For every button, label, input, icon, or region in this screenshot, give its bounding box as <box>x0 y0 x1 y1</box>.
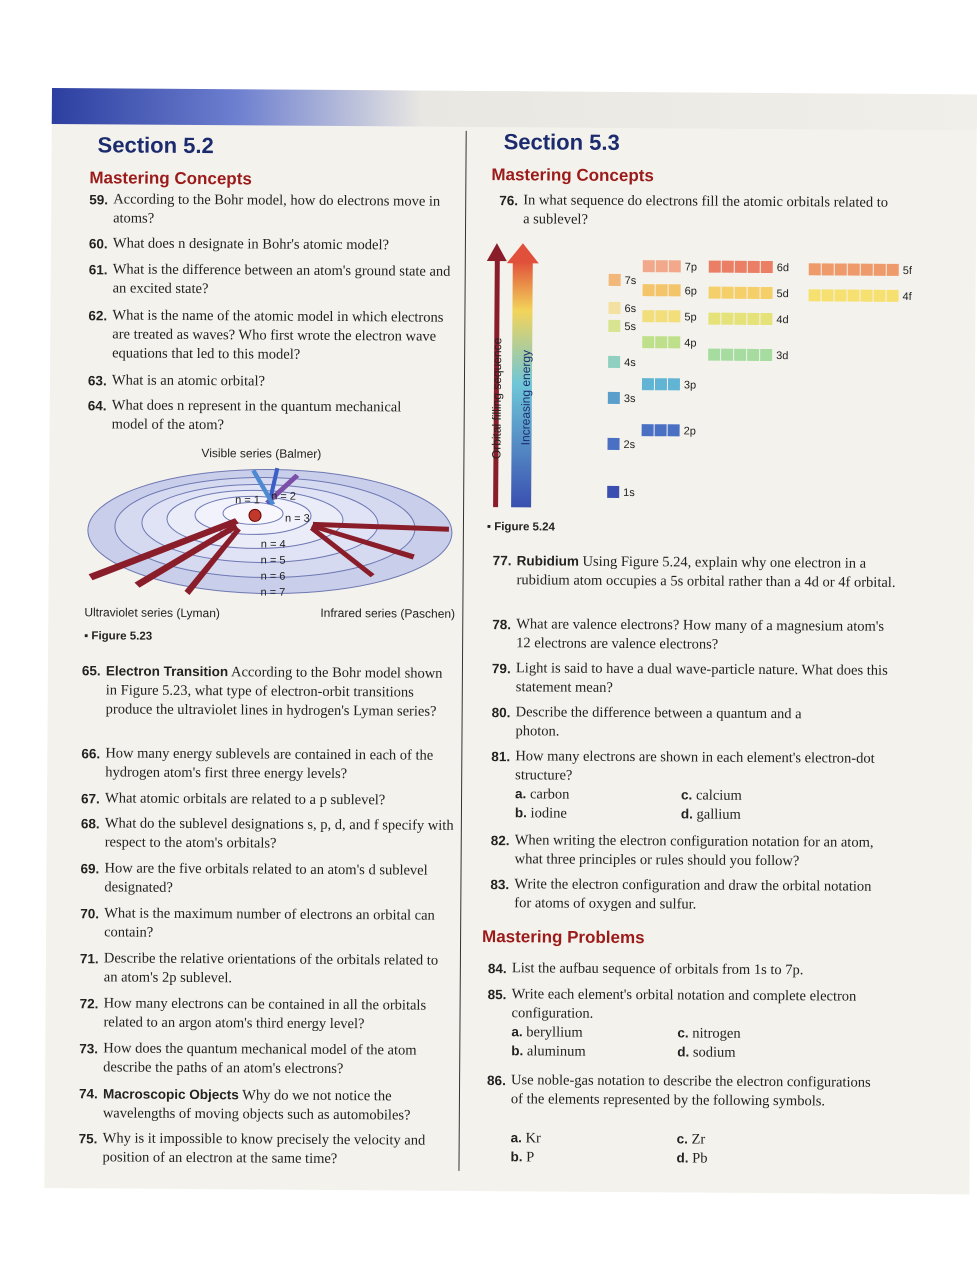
question-keyword: Electron Transition <box>105 663 229 680</box>
option-letter: a. <box>515 786 527 802</box>
orbital-box <box>848 290 860 302</box>
option-text: Zr <box>691 1131 706 1148</box>
question-text: How many electrons can be contained in all the orbitals related to an argon atom's third energy level? <box>103 995 427 1033</box>
question-number: 70. <box>80 906 100 922</box>
question-text: Why is it impossible to know precisely the velocity and position of an electron at the same time? <box>102 1130 426 1168</box>
orbital-box <box>668 424 680 436</box>
section-title-5-2: Section 5.2 <box>97 132 214 159</box>
orbital-box <box>861 290 873 302</box>
orbital-box <box>609 274 621 286</box>
orbital-box <box>722 287 734 299</box>
orbital-label: 5d <box>776 288 789 301</box>
option-81c <box>681 787 742 804</box>
option-letter: d. <box>677 1044 690 1060</box>
orbital-6d <box>709 261 789 275</box>
question-77 <box>492 551 897 593</box>
orbital-box <box>735 287 747 299</box>
bohr-model-diagram <box>84 462 455 605</box>
question-text: What does n designate in Bohr's atomic model? <box>112 235 389 254</box>
orbital-label: 3p <box>683 379 697 392</box>
level-label: n = 2 <box>271 490 296 503</box>
question-text: How many electrons are shown in each element's electron-dot structure? <box>515 748 875 784</box>
section-title-5-3: Section 5.3 <box>503 129 620 155</box>
figure-caption-5-24: ▪ Figure 5.24 <box>486 521 555 534</box>
orbital-label: 3s <box>623 392 636 406</box>
question-number: 63. <box>87 373 107 389</box>
orbital-box <box>861 264 873 276</box>
orbital-3p <box>642 378 696 391</box>
orbital-box <box>822 263 834 275</box>
question-63 <box>87 371 452 392</box>
question-number: 76. <box>499 193 519 209</box>
option-85b <box>511 1043 586 1061</box>
option-text: aluminum <box>526 1043 586 1060</box>
orbital-3d <box>708 349 788 363</box>
option-letter: c. <box>677 1025 689 1041</box>
question-number: 69. <box>80 861 100 877</box>
question-number: 84. <box>487 961 507 977</box>
orbital-box <box>642 378 654 390</box>
orbital-label: 4d <box>776 314 789 327</box>
orbital-box <box>835 263 847 275</box>
option-86a <box>511 1130 541 1147</box>
mastering-concepts-heading-left: Mastering Concepts <box>89 168 252 189</box>
orbital-box <box>642 336 654 348</box>
orbital-6p <box>643 284 697 297</box>
orbital-4d <box>708 313 788 327</box>
question-74 <box>78 1084 453 1125</box>
question-number: 86. <box>487 1073 506 1089</box>
orbital-box <box>722 261 734 273</box>
question-76 <box>499 191 893 232</box>
question-text: What do the sublevel designations s, p, d, and f specify with respect to the atom's orbitals? <box>104 815 454 852</box>
question-61 <box>88 260 453 300</box>
question-60 <box>88 234 453 255</box>
orbital-label: 5p <box>684 311 697 324</box>
orbital-box <box>887 290 899 302</box>
orbital-box <box>643 260 655 272</box>
ir-series-label: Infrared series (Paschen) <box>320 605 456 621</box>
orbital-box <box>643 284 655 296</box>
question-text: Describe the relative orientations of the orbitals related to an atom's 2p sublevel. <box>103 950 439 987</box>
question-text: Write each element's orbital notation and complete electron configuration. <box>511 986 857 1022</box>
question-82 <box>490 831 905 872</box>
option-text: P <box>526 1149 535 1166</box>
question-text: Using Figure 5.24, explain why one electron in a rubidium atom occupies a 5s orbital rather than a 4d or 4f orbital. <box>516 553 896 591</box>
question-keyword: Macroscopic Objects <box>102 1086 239 1103</box>
orbital-box <box>608 302 620 314</box>
question-86 <box>487 1071 871 1112</box>
orbital-label: 6d <box>776 262 790 275</box>
option-text: beryllium <box>526 1024 583 1041</box>
question-number: 73. <box>79 1041 99 1057</box>
orbital-box <box>734 349 746 361</box>
question-71 <box>79 949 454 989</box>
orbital-box <box>761 287 773 299</box>
question-text: What are valence electrons? How many of a magnesium atom's 12 electrons are valence electrons? <box>516 616 885 653</box>
orbital-label: 7p <box>684 261 698 274</box>
question-number: 67. <box>80 791 100 807</box>
option-letter: c. <box>676 1131 688 1147</box>
level-label: n = 6 <box>260 570 286 583</box>
question-70 <box>80 904 444 944</box>
orbital-label: 3d <box>776 350 789 363</box>
orbital-box <box>822 289 834 301</box>
orbital-box <box>607 438 619 450</box>
mastering-concepts-heading-right: Mastering Concepts <box>491 165 654 186</box>
question-83 <box>490 875 884 916</box>
orbital-7s <box>609 274 637 287</box>
question-84 <box>487 959 892 981</box>
orbital-label: 6p <box>684 285 697 298</box>
orbital-box <box>642 310 654 322</box>
orbital-box <box>809 289 821 301</box>
orbital-6s <box>608 302 636 315</box>
level-label: n = 7 <box>260 586 286 599</box>
question-number: 80. <box>491 705 511 721</box>
orbital-box <box>761 261 773 273</box>
option-letter: d. <box>680 806 693 822</box>
orbital-box <box>608 392 620 404</box>
question-number: 66. <box>81 746 101 762</box>
question-text: How many energy sublevels are contained in each of the hydrogen atom's first three energy levels? <box>105 745 434 783</box>
caption-text: Figure 5.24 <box>494 521 555 534</box>
orbital-box <box>608 356 620 368</box>
orbital-label: 6s <box>624 303 637 316</box>
option-text: iodine <box>530 805 567 822</box>
question-number: 60. <box>88 236 108 252</box>
orbital-label: 5s <box>624 321 637 334</box>
orbital-5d <box>709 287 789 301</box>
option-letter: b. <box>514 805 528 821</box>
option-text: gallium <box>696 806 741 823</box>
option-letter: d. <box>676 1150 689 1166</box>
question-78 <box>492 615 896 656</box>
question-text: According to the Bohr model, how do electrons move in atoms? <box>113 191 441 227</box>
orbital-2p <box>642 424 696 437</box>
question-73 <box>79 1039 453 1079</box>
question-text: When writing the electron configuration notation for an atom, what three principles or rules should you follow? <box>514 832 874 870</box>
question-number: 83. <box>490 877 510 893</box>
option-letter: a. <box>511 1024 523 1040</box>
orbital-box <box>655 378 667 390</box>
orbital-5s <box>608 320 636 333</box>
orbital-box <box>708 313 720 325</box>
question-66 <box>81 744 455 784</box>
orbital-7p <box>643 260 697 273</box>
option-text: calcium <box>695 787 742 804</box>
option-86d <box>676 1150 707 1167</box>
level-label: n = 5 <box>260 554 286 567</box>
question-85 <box>487 985 871 1026</box>
orbital-box <box>874 264 886 276</box>
orbital-box <box>721 313 733 325</box>
orbital-box <box>655 310 667 322</box>
orbital-label: 4s <box>624 357 636 370</box>
question-text: Light is said to have a dual wave-particle nature. What does this statement mean? <box>515 660 888 696</box>
question-62 <box>88 306 457 365</box>
nucleus <box>249 509 261 521</box>
orbital-boxes <box>607 260 913 501</box>
question-text: What does n represent in the quantum mechanical model of the atom? <box>111 397 402 434</box>
textbook-page <box>44 88 977 1194</box>
question-number: 81. <box>491 749 511 765</box>
question-text: List the aufbau sequence of orbitals from 1s to 7p. <box>511 960 804 979</box>
orbital-label: 2p <box>683 425 696 438</box>
level-label: n = 3 <box>284 512 310 525</box>
orbital-label: 2s <box>623 438 636 452</box>
orbital-box <box>835 289 847 301</box>
energy-axis-arrowhead <box>507 243 539 263</box>
orbital-box <box>709 261 721 273</box>
question-number: 75. <box>78 1131 98 1147</box>
orbital-box <box>735 261 747 273</box>
question-text: How are the five orbitals related to an atom's d sublevel designated? <box>104 860 428 896</box>
option-text: nitrogen <box>692 1025 741 1042</box>
option-text: sodium <box>692 1044 736 1061</box>
orbital-box <box>656 284 668 296</box>
question-67 <box>80 789 455 810</box>
filling-axis-arrowhead <box>487 243 507 261</box>
orbital-3s <box>608 392 636 405</box>
orbital-box <box>709 287 721 299</box>
option-86b <box>510 1149 534 1166</box>
orbital-5p <box>642 310 696 323</box>
question-number: 71. <box>79 951 99 967</box>
orbital-label: 5f <box>902 264 912 278</box>
question-69 <box>80 859 454 899</box>
question-number: 82. <box>490 833 510 849</box>
mastering-problems-heading: Mastering Problems <box>482 927 645 948</box>
orbital-box <box>848 264 860 276</box>
question-text: What is the maximum number of electrons an orbital can contain? <box>104 905 435 941</box>
uv-series-label: Ultraviolet series (Lyman) <box>84 605 220 621</box>
question-text: According to the Bohr model shown in Figure 5.23, what type of electron-orbit transitions produce the ultraviolet lines in hydrogen's Lyman series? <box>105 664 443 720</box>
question-number: 64. <box>87 398 107 414</box>
question-number: 78. <box>492 617 512 633</box>
question-81 <box>491 747 895 788</box>
option-81a <box>515 786 569 803</box>
question-number: 61. <box>88 262 108 278</box>
question-72 <box>79 994 453 1034</box>
question-number: 65. <box>81 663 101 679</box>
question-text: How does the quantum mechanical model of the atom describe the paths of an atom's electrons? <box>103 1040 417 1078</box>
question-number: 74. <box>78 1086 98 1102</box>
visible-series-label: Visible series (Balmer) <box>201 446 322 461</box>
orbital-box <box>809 263 821 275</box>
orbital-box <box>668 378 680 390</box>
orbital-box <box>668 336 680 348</box>
orbital-label: 1s <box>623 486 635 500</box>
caption-text: Figure 5.23 <box>91 630 153 643</box>
orbital-box <box>734 313 746 325</box>
orbital-box <box>607 486 619 498</box>
question-number: 85. <box>487 987 507 1003</box>
option-85a <box>511 1024 582 1041</box>
option-85d <box>677 1044 735 1061</box>
orbital-box <box>748 261 760 273</box>
question-keyword: Rubidium <box>516 553 580 569</box>
filling-axis-label: Orbital filling sequence <box>489 337 505 460</box>
question-text: What is the difference between an atom's ground state and an excited state? <box>112 261 451 298</box>
orbital-box <box>669 284 681 296</box>
orbital-box <box>747 313 759 325</box>
top-color-band <box>52 88 977 130</box>
orbital-box <box>748 287 760 299</box>
question-text: Describe the difference between a quantum and a photon. <box>515 704 802 740</box>
question-number: 77. <box>492 553 512 569</box>
option-81d <box>681 806 741 823</box>
orbital-box <box>874 290 886 302</box>
question-65 <box>81 661 451 721</box>
option-81b <box>515 805 567 822</box>
question-68 <box>80 814 455 854</box>
column-divider <box>458 131 466 1171</box>
level-label: n = 4 <box>260 538 286 551</box>
question-number: 68. <box>80 816 100 832</box>
orbital-2s <box>607 438 635 451</box>
orbital-box <box>747 349 759 361</box>
energy-axis-label: Increasing energy <box>518 349 534 446</box>
orbital-box <box>642 424 654 436</box>
question-text: What is an atomic orbital? <box>111 372 266 390</box>
orbital-box <box>887 264 899 276</box>
question-text: What is the name of the atomic model in which electrons are treated as waves? Who first wrote the electron wave equations that led to this model? <box>112 307 444 363</box>
question-number: 62. <box>88 308 108 324</box>
orbital-box <box>655 424 667 436</box>
option-86c <box>677 1131 706 1148</box>
question-text: Use noble-gas notation to describe the electron configurations of the elements represented by the following symbols. <box>510 1072 871 1110</box>
orbital-5f <box>809 263 913 277</box>
orbital-1s <box>607 486 635 499</box>
orbital-box <box>669 260 681 272</box>
orbital-4p <box>642 336 696 349</box>
orbital-box <box>655 336 667 348</box>
orbital-box <box>760 349 772 361</box>
orbital-label: 7s <box>624 275 637 288</box>
option-text: Kr <box>525 1130 541 1147</box>
option-letter: c. <box>681 787 693 803</box>
orbital-box <box>656 260 668 272</box>
option-text: carbon <box>529 786 570 803</box>
question-64 <box>87 396 432 436</box>
option-letter: b. <box>510 1149 523 1165</box>
option-letter: a. <box>510 1130 523 1146</box>
question-number: 79. <box>491 661 511 677</box>
question-75 <box>78 1129 452 1169</box>
orbital-4s <box>608 356 636 369</box>
question-59 <box>89 190 453 230</box>
figure-caption-5-23: ▪ Figure 5.23 <box>84 630 153 643</box>
question-text: What atomic orbitals are related to a p sublevel? <box>104 790 386 809</box>
level-label: n = 1 <box>235 494 260 507</box>
orbital-label: 4f <box>902 290 912 304</box>
orbital-box <box>668 310 680 322</box>
question-text: In what sequence do electrons fill the atomic orbitals related to a sublevel? <box>523 192 889 228</box>
orbital-box <box>721 349 733 361</box>
orbital-box <box>708 349 720 361</box>
question-text: Why do we not notice the wavelengths of moving objects such as automobiles? <box>102 1087 411 1124</box>
orbital-box <box>760 313 772 325</box>
orbital-energy-diagram <box>485 239 912 522</box>
question-79 <box>491 659 896 700</box>
orbital-4f <box>809 289 913 303</box>
option-letter: b. <box>511 1043 524 1059</box>
orbital-box <box>608 320 620 332</box>
option-85c <box>677 1025 740 1042</box>
question-text: Write the electron configuration and draw the orbital notation for atoms of oxygen and sulfur. <box>514 876 872 913</box>
option-text: Pb <box>692 1150 708 1167</box>
orbital-label: 4p <box>684 337 697 350</box>
question-number: 59. <box>89 192 109 208</box>
question-number: 72. <box>79 996 99 1012</box>
question-80 <box>491 703 835 743</box>
